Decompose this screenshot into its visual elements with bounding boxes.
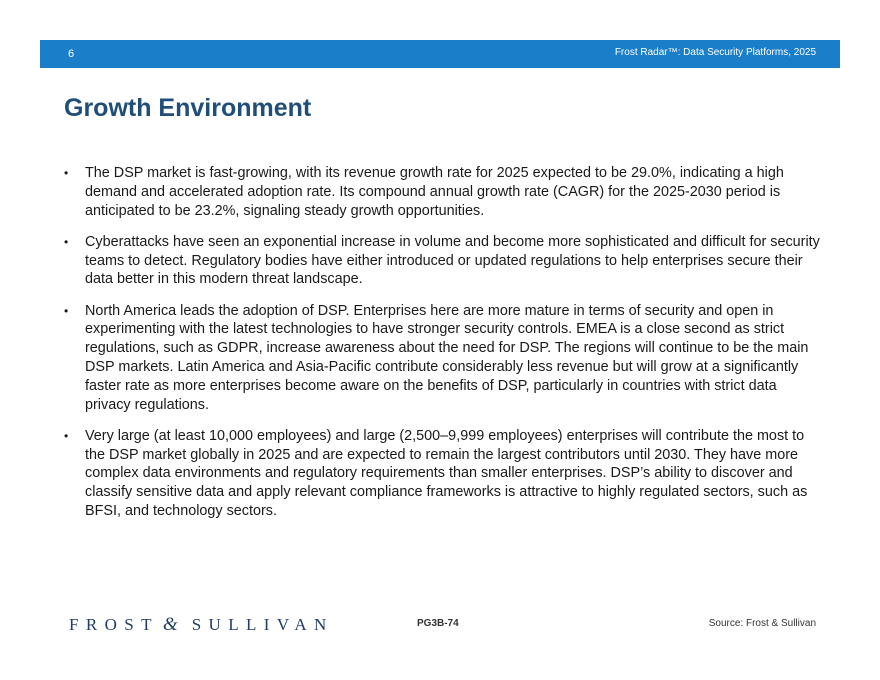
- bullet-marker: •: [64, 234, 69, 249]
- bullet-item: [64, 427, 820, 521]
- source-note: Source: Frost & Sullivan: [708, 618, 816, 629]
- bullet-item: [64, 164, 820, 220]
- report-title: Frost Radar™: Data Security Platforms, 2025: [614, 47, 816, 58]
- logo-word-frost: FROST: [69, 615, 159, 634]
- logo-ampersand: &: [162, 614, 178, 635]
- frost-sullivan-logo: [69, 614, 334, 636]
- page-number: 6: [68, 48, 75, 60]
- bullet-list: [64, 164, 820, 533]
- bullet-text: Cyberattacks have seen an exponential increase in volume and become more sophisticated and difficult for security teams to detect. Regulatory bodies have either introduced or updated regulations to help enterprises secure their data better in this modern threat landscape.: [85, 233, 820, 288]
- bullet-text: Very large (at least 10,000 employees) and large (2,500–9,999 employees) enterprises will contribute the most to the DSP market globally in 2025 and are expected to remain the largest contributors until 2030. They have more complex data environments and regulatory requirements than smaller enterprises. DSP’s ability to discover and classify sensitive data and apply relevant compliance frameworks is attractive to highly regulated sectors, such as BFSI, and technology sectors.: [85, 427, 808, 519]
- document-code: PG3B-74: [417, 618, 459, 629]
- page-title: Growth Environment: [64, 94, 312, 122]
- bullet-text: The DSP market is fast-growing, with its revenue growth rate for 2025 expected to be 29.0%, indicating a high demand and accelerated adoption rate. Its compound annual growth rate (CAGR) for the 2025-2030 period is anticipated to be 23.2%, signaling steady growth opportunities.: [85, 165, 784, 219]
- bullet-text: North America leads the adoption of DSP. Enterprises here are more mature in terms of security and open in experimenting with the latest technologies to have stronger security controls. EMEA is a close second as strict regulations, such as GDPR, increase awareness about the need for DSP. The regions will continue to be the main DSP markets. Latin America and Asia-Pacific contribute considerably less revenue but will grow at a significantly faster rate as more enterprises become aware on the benefits of DSP, particularly in countries with strict data privacy regulations.: [85, 302, 809, 413]
- bullet-item: [64, 233, 820, 289]
- logo-word-sullivan: SULLIVAN: [191, 615, 334, 634]
- header-bar: [40, 40, 840, 68]
- bullet-marker: •: [64, 428, 69, 443]
- bullet-marker: •: [64, 303, 69, 318]
- bullet-marker: •: [64, 166, 69, 180]
- bullet-item: [64, 302, 820, 415]
